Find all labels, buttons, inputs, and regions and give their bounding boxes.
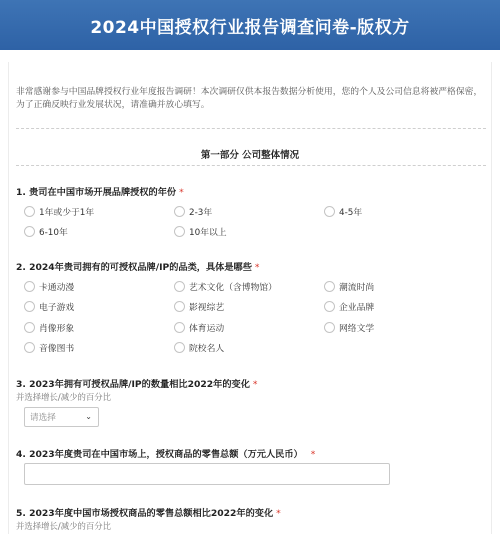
required-mark: *	[252, 379, 258, 390]
q2-option-7[interactable]	[24, 320, 74, 334]
radio-icon[interactable]	[24, 206, 35, 217]
q1-option-3[interactable]	[324, 204, 362, 218]
option-label: 2-3年	[189, 207, 213, 218]
option-label: 影视综艺	[189, 302, 225, 313]
option-label: 6-10年	[39, 227, 68, 238]
question-text: 2. 2024年贵司拥有的可授权品牌/IP的品类，具体是哪些	[16, 262, 252, 273]
divider	[16, 128, 486, 129]
option-label: 院校名人	[189, 343, 225, 354]
q2-option-11[interactable]	[174, 340, 224, 354]
divider	[16, 165, 486, 166]
percent-change-select[interactable]	[24, 407, 99, 427]
option-label: 体育运动	[189, 323, 225, 334]
question-5-label	[16, 505, 281, 519]
q2-option-8[interactable]	[174, 320, 224, 334]
required-mark: *	[310, 449, 316, 460]
radio-icon[interactable]	[24, 301, 35, 312]
radio-icon[interactable]	[174, 281, 185, 292]
section-title: 第一部分 公司整体情况	[200, 150, 300, 161]
radio-icon[interactable]	[24, 281, 35, 292]
q2-option-1[interactable]	[24, 279, 74, 293]
option-label: 肖像形象	[39, 323, 75, 334]
q2-option-2[interactable]	[174, 279, 277, 293]
radio-icon[interactable]	[324, 322, 335, 333]
select-value: 请选择	[30, 413, 56, 423]
option-label: 艺术文化（含博物馆）	[189, 282, 277, 293]
option-label: 潮流时尚	[339, 282, 375, 293]
radio-icon[interactable]	[324, 206, 335, 217]
q2-option-3[interactable]	[324, 279, 374, 293]
q2-option-5[interactable]	[174, 299, 224, 313]
intro-text: 非常感谢参与中国品牌授权行业年度报告调研！本次调研仅供本报告数据分析使用，您的个人及公司信息将被严格保密，为了正确反映行业发展状况，请准确并放心填写。	[16, 87, 483, 110]
radio-icon[interactable]	[174, 322, 185, 333]
radio-icon[interactable]	[174, 226, 185, 237]
page-title: 2024中国授权行业报告调查问卷-版权方	[90, 17, 410, 38]
question-2-label	[16, 259, 260, 273]
option-label: 10年以上	[189, 227, 227, 238]
header-banner	[0, 0, 500, 50]
question-1-label	[16, 184, 184, 198]
option-label: 企业品牌	[339, 302, 375, 313]
question-4-label	[16, 446, 315, 460]
chevron-down-icon: ⌄	[85, 412, 92, 421]
option-label: 4-5年	[339, 207, 363, 218]
q1-option-5[interactable]	[174, 224, 227, 238]
required-mark: *	[254, 262, 260, 273]
radio-icon[interactable]	[324, 301, 335, 312]
option-label: 1年或少于1年	[39, 207, 95, 218]
question-text: 3. 2023年拥有可授权品牌/IP的数量相比2022年的变化	[16, 379, 250, 390]
radio-icon[interactable]	[24, 226, 35, 237]
question-text: 4. 2023年度贵司在中国市场上，授权商品的零售总额（万元人民币）	[16, 449, 303, 460]
question-5-hint: 并选择增长/减少的百分比	[16, 521, 111, 531]
q1-option-1[interactable]	[24, 204, 94, 218]
option-label: 电子游戏	[39, 302, 75, 313]
q1-option-4[interactable]	[24, 224, 68, 238]
q2-option-6[interactable]	[324, 299, 374, 313]
radio-icon[interactable]	[174, 301, 185, 312]
retail-sales-input[interactable]	[24, 463, 390, 485]
radio-icon[interactable]	[324, 281, 335, 292]
option-label: 网络文学	[339, 323, 375, 334]
radio-icon[interactable]	[174, 342, 185, 353]
required-mark: *	[179, 187, 184, 198]
question-3-label	[16, 376, 258, 390]
q2-option-9[interactable]	[324, 320, 374, 334]
radio-icon[interactable]	[174, 206, 185, 217]
question-text: 5. 2023年度中国市场授权商品的零售总额相比2022年的变化	[16, 508, 274, 519]
question-text: 1. 贵司在中国市场开展品牌授权的年份	[16, 187, 177, 198]
q2-option-10[interactable]	[24, 340, 74, 354]
required-mark: *	[276, 508, 281, 519]
radio-icon[interactable]	[24, 342, 35, 353]
option-label: 音像图书	[39, 343, 75, 354]
option-label: 卡通动漫	[39, 282, 75, 293]
radio-icon[interactable]	[24, 322, 35, 333]
q2-option-4[interactable]	[24, 299, 74, 313]
question-3-hint: 并选择增长/减少的百分比	[16, 392, 111, 402]
q1-option-2[interactable]	[174, 204, 212, 218]
